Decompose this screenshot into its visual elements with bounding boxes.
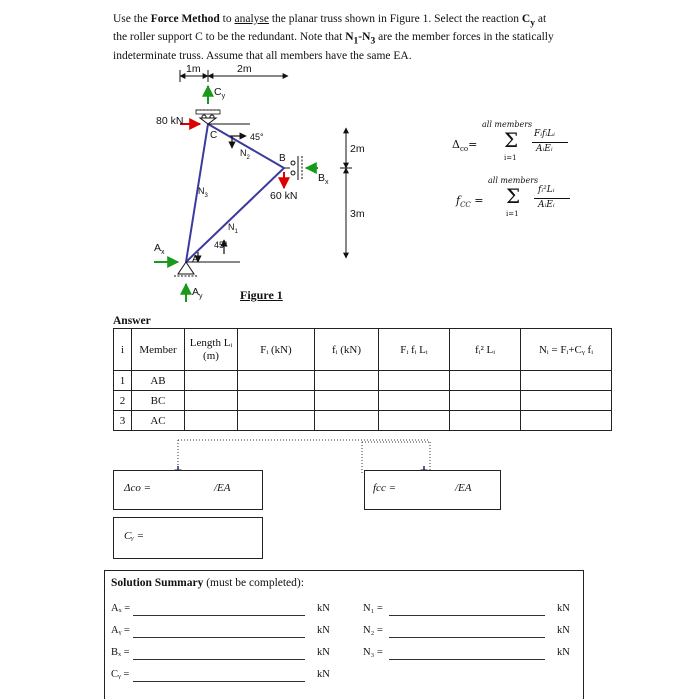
dim-1m-label: 1m	[186, 63, 201, 75]
cell-input[interactable]	[379, 371, 450, 391]
formula-fcc: all members $f_{CC}$ = Σ i=1 fᵢ²Lᵢ AᵢEᵢ	[452, 176, 582, 226]
answer-heading: Answer	[113, 315, 151, 327]
cell-input[interactable]	[185, 391, 238, 411]
cell-input[interactable]	[315, 411, 379, 431]
load-60kN-label: 60 kN	[270, 190, 298, 202]
summary-N2-unit: kN	[557, 625, 570, 636]
delta-co-answer-box[interactable]	[113, 470, 263, 510]
summary-Bx-unit: kN	[317, 647, 330, 658]
summary-Ay-field[interactable]	[133, 637, 305, 638]
cy-label: Cᵧ =	[124, 530, 145, 542]
fcc-unit: /EA	[455, 482, 472, 494]
node-C-label: C	[210, 130, 218, 141]
col-i: i	[114, 329, 132, 371]
col-FifiLi: Fᵢ fᵢ Lᵢ	[379, 329, 450, 371]
cell-input[interactable]	[315, 371, 379, 391]
table-row: 2 BC	[114, 391, 612, 411]
summary-N2-field[interactable]	[389, 637, 545, 638]
member-N3-label: $N_3$	[198, 186, 208, 199]
cy-answer-box[interactable]	[113, 517, 263, 559]
summary-N3-label: N₃ =	[363, 647, 383, 658]
summary-N2-label: N₂ =	[363, 625, 383, 636]
cell-input[interactable]	[521, 371, 612, 391]
formula-fcc-lhs: $f_{CC}$ =	[456, 194, 484, 210]
cell-input[interactable]	[238, 411, 315, 431]
col-fi2Li: fᵢ² Lᵢ	[450, 329, 521, 371]
summary-Ax-field[interactable]	[133, 615, 305, 616]
summary-Ay-unit: kN	[317, 625, 330, 636]
summary-N1-field[interactable]	[389, 615, 545, 616]
delta-co-label: Δco =	[124, 482, 152, 494]
problem-statement: Use the Force Method to analyse the planar truss shown in Figure 1. Select the reaction $C_y$ at the roller support C to be the redundant. Note that $N_1-N_3$ are the member forces in the statically indeterminate truss. Assume that all members have the same EA.	[113, 13, 554, 62]
solution-summary-box	[104, 570, 584, 699]
cell-input[interactable]	[238, 391, 315, 411]
summary-Cy-label: Cᵧ =	[111, 669, 130, 680]
reaction-Ay-label: $A_y$	[192, 286, 203, 301]
node-A-label: A	[192, 254, 199, 265]
roller-support-C	[196, 110, 220, 124]
summary-N1-label: N₁ =	[363, 603, 383, 614]
dim-v3m-label: 3m	[350, 208, 365, 220]
summary-N1-unit: kN	[557, 603, 570, 614]
cell-input[interactable]	[521, 391, 612, 411]
cell-input[interactable]	[450, 411, 521, 431]
member-N2-label: $N_2$	[240, 148, 250, 161]
cell-input[interactable]	[185, 411, 238, 431]
table-row: 3 AC	[114, 411, 612, 431]
member-CB	[208, 124, 284, 168]
member-AB	[186, 168, 284, 262]
cell-input[interactable]	[238, 371, 315, 391]
angle-bottom-label: 45°	[214, 240, 228, 250]
summary-N3-field[interactable]	[389, 659, 545, 660]
answer-table	[113, 328, 612, 431]
summary-Ax-label: Aₓ =	[111, 603, 131, 614]
summary-Ay-label: Aᵧ =	[111, 625, 130, 636]
solution-summary-title: Solution Summary (must be completed):	[111, 577, 304, 589]
wall-support-B	[284, 156, 302, 180]
summary-Ax-unit: kN	[317, 603, 330, 614]
col-Ni: Nᵢ = Fᵢ+Cᵧ fᵢ	[521, 329, 612, 371]
load-80kN-label: 80 kN	[156, 115, 184, 127]
table-row: 1 AB	[114, 371, 612, 391]
cell-input[interactable]	[379, 411, 450, 431]
fcc-label: fcc =	[373, 482, 396, 494]
cell-input[interactable]	[450, 391, 521, 411]
node-B-label: B	[279, 153, 286, 164]
summary-Cy-field[interactable]	[133, 681, 305, 682]
reaction-Cy-label: $C_y$	[214, 86, 226, 101]
figure-caption: Figure 1	[240, 288, 283, 302]
col-member: Member	[132, 329, 185, 371]
table-header-row	[114, 329, 612, 371]
formula-delta-co: all members $\Delta_{co}=$ Σ i=1 FᵢfᵢLᵢ AᵢEᵢ	[452, 120, 582, 170]
delta-co-unit: /EA	[214, 482, 231, 494]
connector-lines	[0, 430, 678, 480]
member-N1-label: $N_1$	[228, 222, 238, 235]
formula-delta-co-lhs: $\Delta_{co}=$	[452, 138, 478, 154]
summary-N3-unit: kN	[557, 647, 570, 658]
fcc-answer-box[interactable]	[364, 470, 501, 510]
col-length: Length Lᵢ (m)	[185, 329, 238, 371]
col-fi: fᵢ (kN)	[315, 329, 379, 371]
cell-input[interactable]	[315, 391, 379, 411]
summary-Cy-unit: kN	[317, 669, 330, 680]
cell-input[interactable]	[379, 391, 450, 411]
dim-v2m-label: 2m	[350, 143, 365, 155]
reaction-Ax-label: $A_x$	[154, 242, 165, 257]
cell-input[interactable]	[450, 371, 521, 391]
dim-2m-label: 2m	[237, 63, 252, 75]
summary-Bx-field[interactable]	[133, 659, 305, 660]
cell-input[interactable]	[521, 411, 612, 431]
summary-Bx-label: Bₓ =	[111, 647, 130, 658]
col-Fi: Fᵢ (kN)	[238, 329, 315, 371]
angle-top-label: 45°	[250, 132, 264, 142]
cell-input[interactable]	[185, 371, 238, 391]
reaction-Bx-label: $B_x$	[318, 172, 329, 187]
